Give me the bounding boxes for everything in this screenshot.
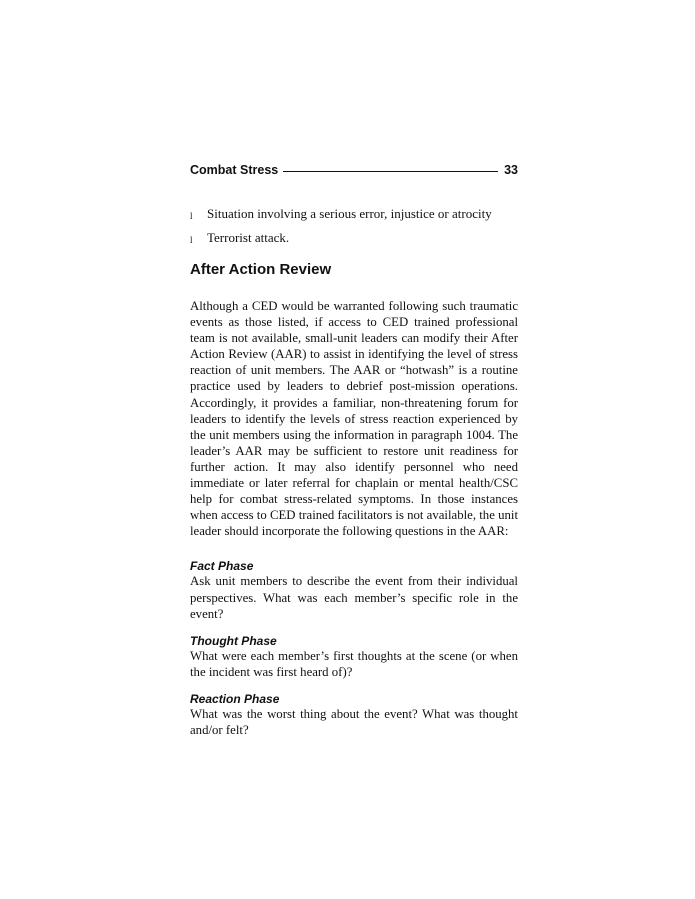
- document-page: [190, 160, 518, 738]
- page-number: 33: [504, 163, 518, 177]
- phase-text: What were each member’s first thoughts at the scene (or when the incident was first heard of)?: [190, 648, 518, 679]
- phase-text: What was the worst thing about the event? What was thought and/or felt?: [190, 706, 518, 737]
- phase-thought: [190, 634, 518, 680]
- bullet-marker: l: [190, 211, 193, 221]
- section-paragraph: Although a CED would be warranted following such traumatic events as those listed, if access to CED trained professional team is not available, small-unit leaders can modify their After Action Review (AAR) to assist in identifying the level of stress reaction of unit members. The AAR or “hotwash” is a routine practice used by leaders to debrief post-mission operations. Accordingly, it provides a familiar, non-threatening forum for leaders to identify the levels of stress reaction experienced by the unit members using the information in paragraph 1004. The leader’s AAR may be sufficient to restore unit readiness for further action. It may also identify personnel who need immediate or later referral for chaplain or mental health/CSC help for combat stress-related symptoms. In those instances when access to CED trained facilitators is not available, the unit leader should incorporate the following questions in the AAR:: [190, 299, 518, 539]
- phase-fact: [190, 559, 518, 621]
- bullet-marker: l: [190, 235, 193, 245]
- phase-title: Fact Phase: [190, 559, 254, 574]
- phase-title: Reaction Phase: [190, 691, 280, 706]
- list-item: [190, 206, 518, 223]
- list-item-text: Terrorist attack.: [207, 230, 290, 245]
- running-head: [190, 160, 518, 180]
- phase-text: Ask unit members to describe the event from their individual perspectives. What was each member’s specific role in the event?: [190, 574, 518, 621]
- running-head-rule: [283, 171, 498, 172]
- phase-title: Thought Phase: [190, 633, 277, 648]
- phase-reaction: [190, 692, 518, 738]
- list-item: [190, 230, 518, 247]
- section-heading: After Action Review: [190, 261, 332, 278]
- list-item-text: Situation involving a serious error, injustice or atrocity: [207, 206, 492, 221]
- running-head-title: Combat Stress: [190, 163, 279, 177]
- bullet-list: [190, 206, 518, 247]
